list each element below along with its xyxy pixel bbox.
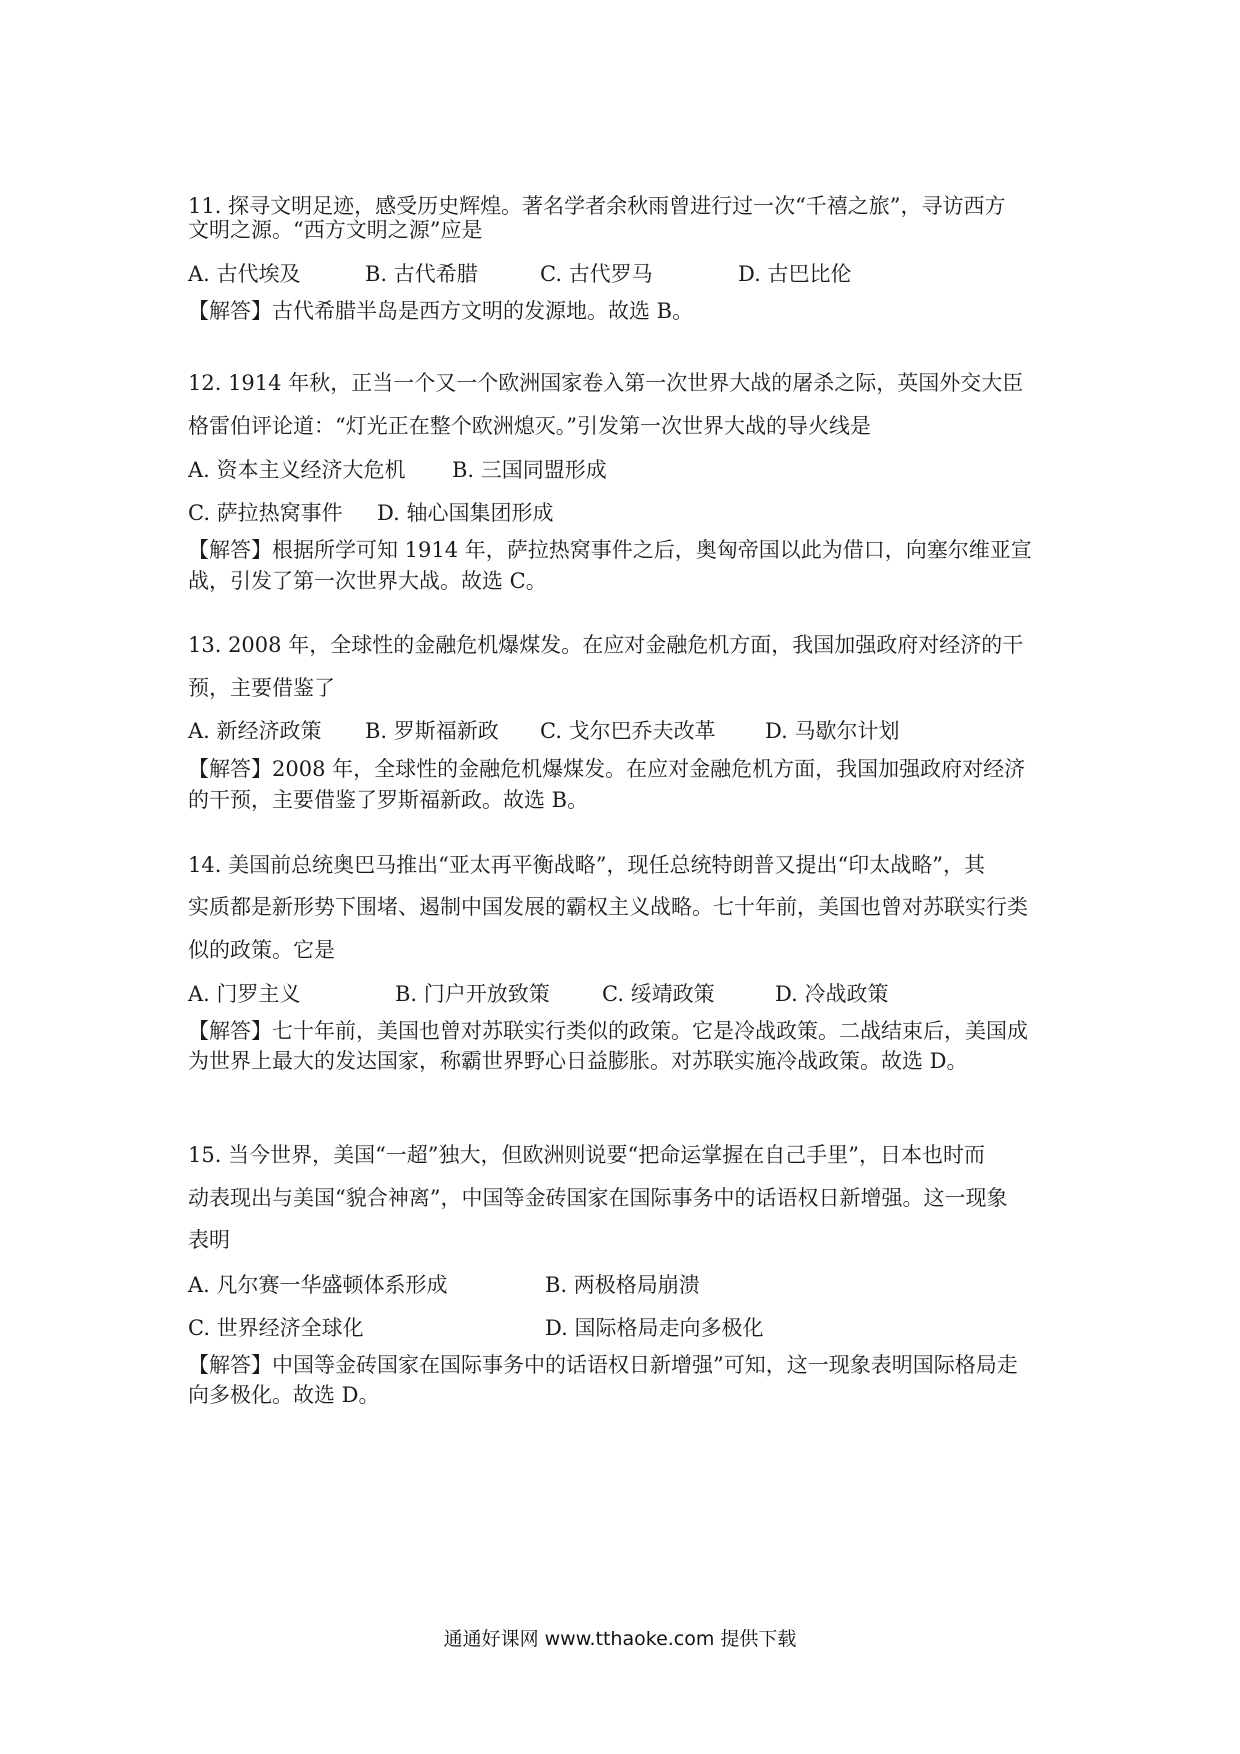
question-15-stem-line-3: 表明 (188, 1228, 230, 1252)
question-14-option-b: B. 门户开放致策 (395, 982, 550, 1006)
question-11-option-b: B. 古代希腊 (365, 262, 478, 286)
question-15-answer-line-2: 向多极化。故选 D。 (188, 1383, 380, 1407)
question-11-stem-line-1: 11. 探寻文明足迹，感受历史辉煌。著名学者余秋雨曾进行过一次“千禧之旅”，寻访西方 (188, 194, 1006, 218)
question-15-answer-line-1: 【解答】中国等金砖国家在国际事务中的话语权日新增强”可知，这一现象表明国际格局走 (188, 1353, 1018, 1377)
question-14-answer-line-1: 【解答】七十年前，美国也曾对苏联实行类似的政策。它是冷战政策。二战结束后，美国成 (188, 1019, 1028, 1043)
question-12-answer-line-1: 【解答】根据所学可知 1914 年，萨拉热窝事件之后，奥匈帝国以此为借口，向塞尔维亚宣 (188, 538, 1032, 562)
question-13-option-d: D. 马歇尔计划 (765, 719, 900, 743)
question-11-option-d: D. 古巴比伦 (738, 262, 852, 286)
question-11-option-a: A. 古代埃及 (188, 262, 301, 286)
question-15-stem-line-1: 15. 当今世界，美国“一超”独大，但欧洲则说要“把命运掌握在自己手里”，日本也时而 (188, 1143, 986, 1167)
question-14-option-c: C. 绥靖政策 (602, 982, 715, 1006)
question-13-stem-line-2: 预，主要借鉴了 (188, 676, 335, 700)
question-13-option-b: B. 罗斯福新政 (365, 719, 499, 743)
question-13-stem-line-1: 13. 2008 年，全球性的金融危机爆煤发。在应对金融危机方面，我国加强政府对经济的干 (188, 633, 1024, 657)
question-12-stem-line-2: 格雷伯评论道：“灯光正在整个欧洲熄灭。”引发第一次世界大战的导火线是 (188, 414, 871, 438)
question-14-stem-line-3: 似的政策。它是 (188, 938, 335, 962)
question-12-option-d: D. 轴心国集团形成 (377, 501, 554, 525)
question-13-option-a: A. 新经济政策 (188, 719, 322, 743)
question-13-answer-line-1: 【解答】2008 年，全球性的金融危机爆煤发。在应对金融危机方面，我国加强政府对经济 (188, 757, 1026, 781)
page-footer: 通通好课网 www.tthaoke.com 提供下载 (443, 1628, 797, 1650)
question-12-option-a: A. 资本主义经济大危机 (188, 458, 406, 482)
question-15-stem-line-2: 动表现出与美国“貌合神离”，中国等金砖国家在国际事务中的话语权日新增强。这一现象 (188, 1186, 1008, 1210)
question-14-answer-line-2: 为世界上最大的发达国家，称霸世界野心日益膨胀。对苏联实施冷战政策。故选 D。 (188, 1049, 968, 1073)
question-12-option-b: B. 三国同盟形成 (452, 458, 607, 482)
question-14-option-a: A. 门罗主义 (188, 982, 301, 1006)
question-11-answer-line-1: 【解答】古代希腊半岛是西方文明的发源地。故选 B。 (188, 299, 694, 323)
question-12-stem-line-1: 12. 1914 年秋，正当一个又一个欧洲国家卷入第一次世界大战的屠杀之际，英国外交大臣 (188, 371, 1024, 395)
question-15-option-a: A. 凡尔赛一华盛顿体系形成 (188, 1273, 448, 1297)
question-12-option-c: C. 萨拉热窝事件 (188, 501, 343, 525)
question-15-option-d: D. 国际格局走向多极化 (545, 1316, 764, 1340)
question-11-stem-line-2: 文明之源。“西方文明之源”应是 (188, 218, 483, 242)
question-11-option-c: C. 古代罗马 (540, 262, 653, 286)
question-14-option-d: D. 冷战政策 (775, 982, 889, 1006)
question-15-option-b: B. 两极格局崩溃 (545, 1273, 700, 1297)
question-13-option-c: C. 戈尔巴乔夫改革 (540, 719, 716, 743)
question-13-answer-line-2: 的干预，主要借鉴了罗斯福新政。故选 B。 (188, 788, 589, 812)
question-14-stem-line-1: 14. 美国前总统奥巴马推出“亚太再平衡战略”，现任总统特朗普又提出“印太战略”，其 (188, 853, 986, 877)
question-15-option-c: C. 世界经济全球化 (188, 1316, 364, 1340)
question-14-stem-line-2: 实质都是新形势下围堵、遏制中国发展的霸权主义战略。七十年前，美国也曾对苏联实行类 (188, 895, 1028, 919)
question-12-answer-line-2: 战，引发了第一次世界大战。故选 C。 (188, 569, 547, 593)
